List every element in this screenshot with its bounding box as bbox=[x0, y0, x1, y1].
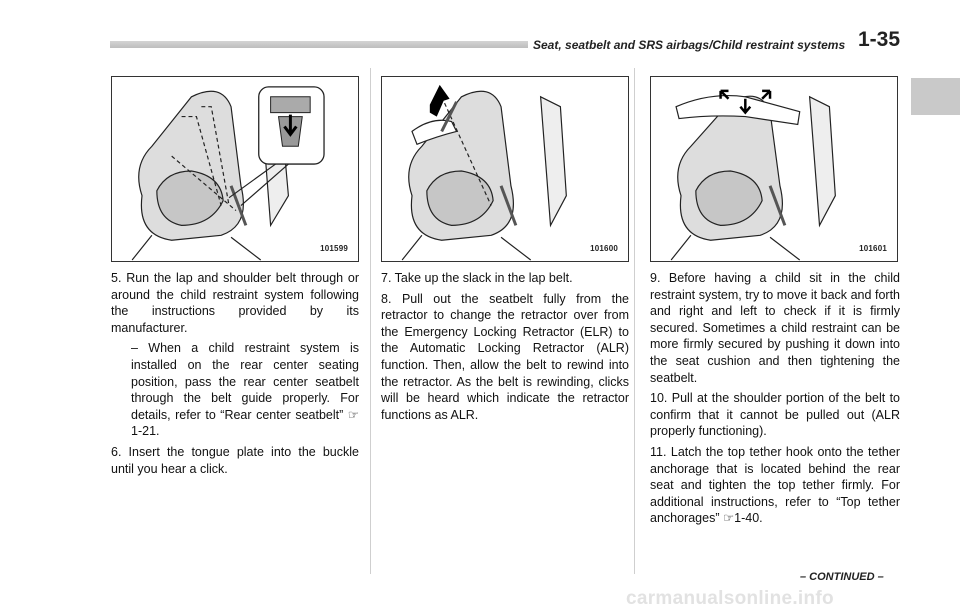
section-title: Seat, seatbelt and SRS airbags/Child restraint systems bbox=[533, 38, 846, 52]
step-11: 11. Latch the top tether hook onto the tether anchorage that is located behind the rear seat and tighten the top tether firmly. For additional instructions, refer to “Top tether anchorages” ☞1-40. bbox=[650, 444, 900, 526]
child-seat-pull-belt-illustration bbox=[382, 77, 628, 261]
figure-check-secured bbox=[650, 76, 898, 262]
child-seat-belt-illustration bbox=[112, 77, 358, 261]
column-middle bbox=[381, 270, 629, 427]
figure-belt-routing bbox=[111, 76, 359, 262]
section-edge-tab bbox=[911, 78, 960, 115]
column-divider bbox=[634, 68, 635, 574]
continued-label: – CONTINUED – bbox=[800, 571, 884, 583]
column-right bbox=[650, 270, 900, 531]
step-10: 10. Pull at the shoulder portion of the belt to confirm that it cannot be pulled out (ALR properly functioning). bbox=[650, 391, 900, 439]
header-rule bbox=[110, 41, 528, 48]
step-8: 8. Pull out the seatbelt fully from the retractor to change the retractor over from the Emergency Locking Retractor (ELR) to the Automatic Locking Retractor (ALR) function. Then, allow the belt to rewind into the retractor. As the belt is rewinding, clicks will be heard which indicate the retractor functions as ALR. bbox=[381, 291, 629, 422]
figure-id: 101600 bbox=[590, 244, 618, 253]
figure-id: 101601 bbox=[859, 244, 887, 253]
page-number: 1-35 bbox=[858, 28, 901, 51]
watermark: carmanualsonline.info bbox=[626, 588, 834, 609]
step-9: 9. Before having a child sit in the child restraint system, try to move it back and forth and right and left to check if it is firmly secured. Sometimes a child restraint can be more firmly secured by pushing it down into the seat cushion and then tightening the seatbelt. bbox=[650, 271, 900, 385]
figure-take-up-slack bbox=[381, 76, 629, 262]
step-5-note: – When a child restraint system is installed on the rear center seating position, pass the rear center seatbelt through the belt guide properly. For details, refer to “Rear center seatbelt” ☞1-21. bbox=[131, 341, 359, 439]
step-5: 5. Run the lap and shoulder belt through or around the child restraint system following the instructions provided by its manufacturer. bbox=[111, 271, 359, 335]
column-left bbox=[111, 270, 359, 481]
figure-id: 101599 bbox=[320, 244, 348, 253]
step-6: 6. Insert the tongue plate into the buckle until you hear a click. bbox=[111, 444, 359, 476]
step-7: 7. Take up the slack in the lap belt. bbox=[381, 271, 573, 285]
child-seat-push-down-illustration bbox=[651, 77, 897, 261]
column-divider bbox=[370, 68, 371, 574]
